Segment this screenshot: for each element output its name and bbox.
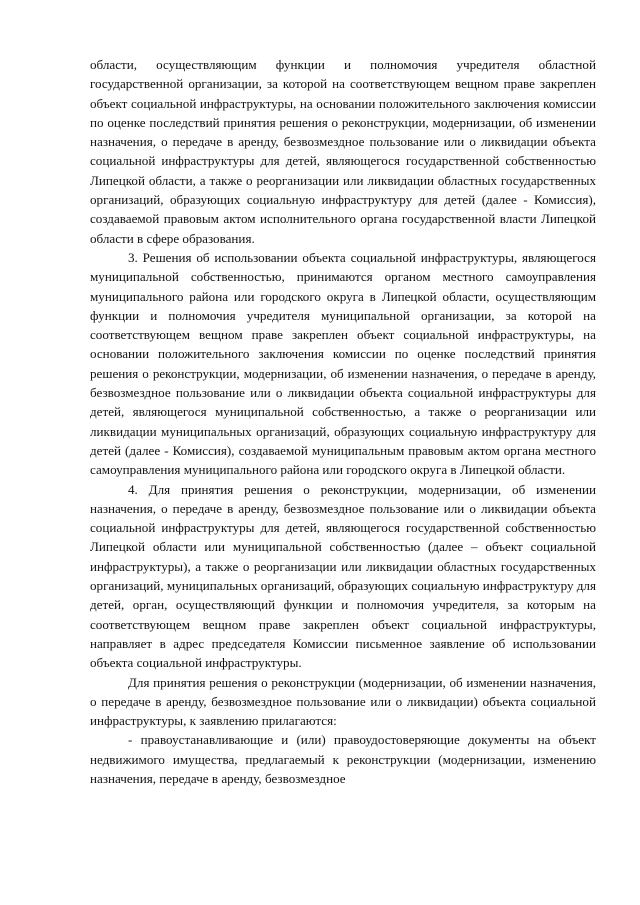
paragraph-item-3: 3. Решения об использовании объекта социальной инфраструктуры, являющегося муниципальной собственностью, принимаются органом местного самоуправления муниципального района или городского округа в Липецкой области, осуществляющим функции и полномочия учредителя муниципальной организации, за которой на соответствующем вещном праве закреплен объект социальной инфраструктуры, на основании положительного заключения комиссии по оценке последствий принятия решения о реконструкции, модернизации, об изменении назначения, о передаче в аренду, безвозмездное пользование или о ликвидации объекта социальной инфраструктуры для детей, являющегося муниципальной собственностью, а также о реорганизации или ликвидации муниципальных организаций, образующих социальную инфраструктуру для детей (далее - Комиссия), создаваемой муниципальным правовым актом органа местного самоуправления муниципального района или городского округа в Липецкой области. [90, 249, 596, 478]
paragraph-item-4: 4. Для принятия решения о реконструкции, модернизации, об изменении назначения, о передаче в аренду, безвозмездное пользование или о ликвидации объекта социальной инфраструктуры для детей, являющегося государственной собственностью Липецкой области или муниципальной собственностью (далее – объект социальной инфраструктуры), а также о реорганизации или ликвидации областных государственных организаций, муниципальных организаций, образующих социальную инфраструктуру для детей, орган, осуществляющий функции и полномочия учредителя, за которым на соответствующем вещном праве закреплен объект социальной инфраструктуры, направляет в адрес председателя Комиссии письменное заявление об использовании объекта социальной инфраструктуры. [90, 481, 596, 671]
paragraph-continuation: области, осуществляющим функции и полномочия учредителя областной государственной организации, за которой на соответствующем вещном праве закреплен объект социальной инфраструктуры, на основании положительного заключения комиссии по оценке последствий принятия решения о реконструкции, модернизации, об изменении назначения, о передаче в аренду, безвозмездное пользование или о ликвидации объекта социальной инфраструктуры для детей, являющегося государственной собственностью Липецкой области, а также о реорганизации или ликвидации областных государственных организаций, образующих социальную инфраструктуру для детей (далее - Комиссия), создаваемой правовым актом исполнительного органа государственной власти Липецкой области в сфере образования. [90, 57, 596, 246]
paragraph-attachment-list-item: - правоустанавливающие и (или) правоудостоверяющие документы на объект недвижимого имущества, предлагаемый к реконструкции (модернизации, изменению назначения, передаче в аренду, безвозмездное [90, 732, 596, 786]
paragraph-attachments-intro: Для принятия решения о реконструкции (модернизации, об изменении назначения, о передаче в аренду, безвозмездное пользование или о ликвидации) объекта социальной инфраструктуры, к заявлению прилагаются: [90, 674, 596, 729]
document-page [90, 55, 596, 788]
